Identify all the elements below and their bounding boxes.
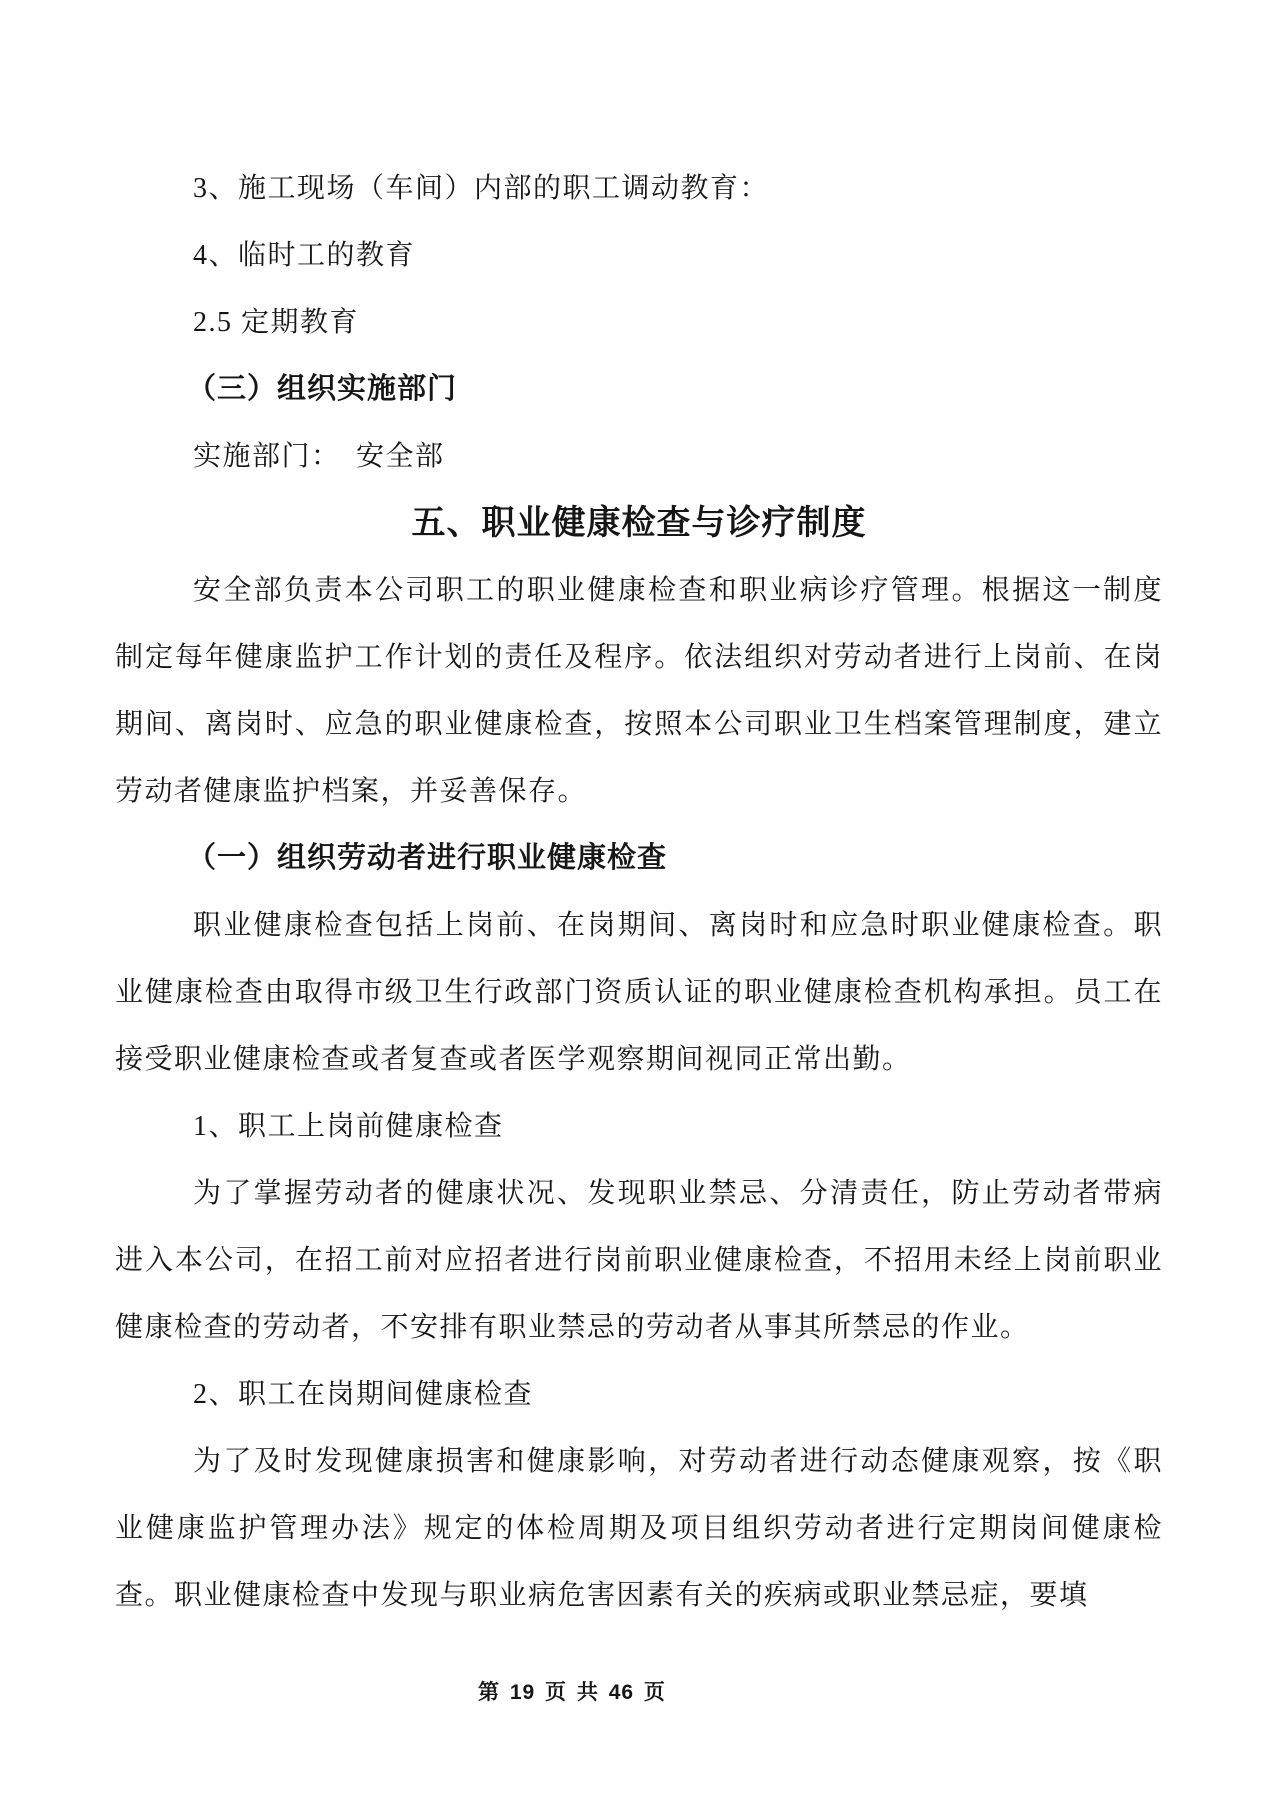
list-item-2-5: 2.5 定期教育 [193,307,360,338]
chapter-title: 五、职业健康检查与诊疗制度 [411,504,867,542]
subsection-heading-one: （一）组织劳动者进行职业健康检查 [187,842,668,874]
paragraph-onduty: 为了及时发现健康损害和健康影响，对劳动者进行动态健康观察，按《职业健康监护管理办法》规定的体检周期及项目组织劳动者进行定期岗间健康检查。职业健康检查中发现与职业病危害因素有关的疾病或职业禁忌症，要填 [115,1446,1163,1611]
paragraph-intro: 安全部负责本公司职工的职业健康检查和职业病诊疗管理。根据这一制度制定每年健康监护工作计划的责任及程序。依法组织对劳动者进行上岗前、在岗期间、离岗时、应急的职业健康检查，按照本公司职业卫生档案管理制度，建立劳动者健康监护档案，并妥善保存。 [115,575,1163,807]
department-label: 实施部门： 安全部 [193,441,445,472]
list-item-3: 3、施工现场（车间）内部的职工调动教育： [193,173,770,204]
page-number-footer: 第 19 页 共 46 页 [478,1681,666,1704]
paragraph-scope: 职业健康检查包括上岗前、在岗期间、离岗时和应急时职业健康检查。职业健康检查由取得市级卫生行政部门资质认证的职业健康检查机构承担。员工在接受职业健康检查或者复查或者医学观察期间视同正常出勤。 [115,910,1163,1075]
subsection-heading-three: （三）组织实施部门 [187,373,458,405]
document-body [115,155,1163,1629]
list-item-1-precheck: 1、职工上岗前健康检查 [193,1111,504,1142]
list-item-4: 4、临时工的教育 [193,240,416,271]
list-item-2-onduty: 2、职工在岗期间健康检查 [193,1379,534,1410]
paragraph-precheck: 为了掌握劳动者的健康状况、发现职业禁忌、分清责任，防止劳动者带病进入本公司，在招工前对应招者进行岗前职业健康检查，不招用未经上岗前职业健康检查的劳动者，不安排有职业禁忌的劳动者从事其所禁忌的作业。 [115,1178,1163,1343]
